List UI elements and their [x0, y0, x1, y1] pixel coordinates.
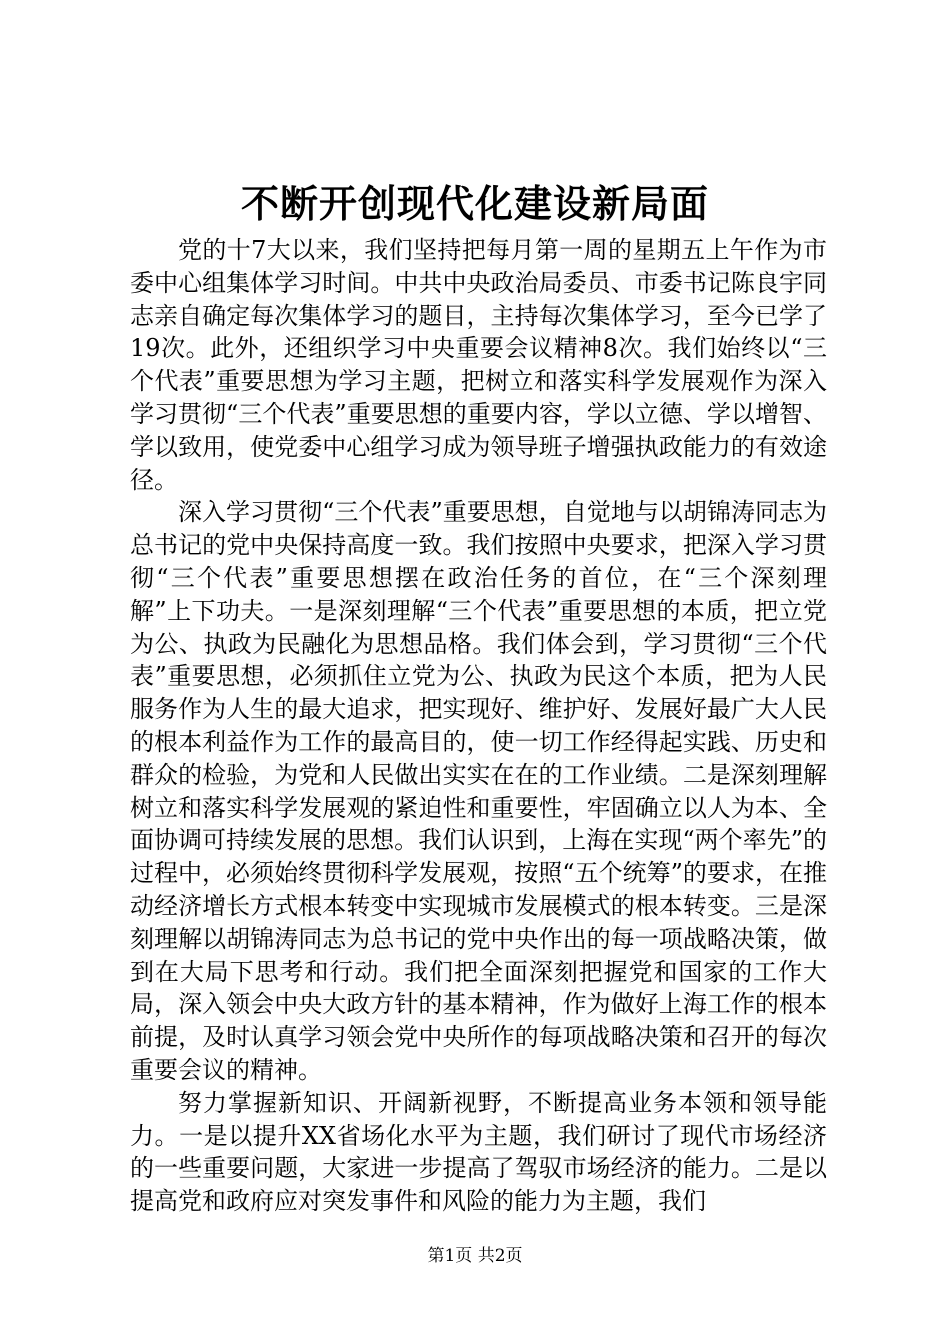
paragraph-2: 深入学习贯彻“三个代表”重要思想，自觉地与以胡锦涛同志为总书记的党中央保持高度一致。我们按照中央要求，把深入学习贯彻“三个代表”重要思想摆在政治任务的首位，在“三个深刻理解”上下功夫。一是深刻理解“三个代表”重要思想的本质，把立党为公、执政为民融化为思想品格。我们体会到，学习贯彻“三个代表”重要思想，必须抓住立党为公、执政为民这个本质，把为人民服务作为人生的最大追求，把实现好、维护好、发展好最广大人民的根本利益作为工作的最高目的，使一切工作经得起实践、历史和群众的检验，为党和人民做出实实在在的工作业绩。二是深刻理解树立和落实科学发展观的紧迫性和重要性，牢固确立以人为本、全面协调可持续发展的思想。我们认识到，上海在实现“两个率先”的过程中，必须始终贯彻科学发展观，按照“五个统筹”的要求，在推动经济增长方式根本转变中实现城市发展模式的根本转变。三是深刻理解以胡锦涛同志为总书记的党中央作出的每一项战略决策，做到在大局下思考和行动。我们把全面深刻把握党和国家的工作大局，深入领会中央大政方针的基本精神，作为做好上海工作的根本前提，及时认真学习领会党中央所作的每项战略决策和召开的每次重要会议的精神。 [130, 498, 827, 1084]
paragraph-1: 党的十7大以来，我们坚持把每月第一周的星期五上午作为市委中心组集体学习时间。中共中央政治局委员、市委书记陈良宇同志亲自确定每次集体学习的题目，主持每次集体学习，至今已学了19次。此外，还组织学习中央重要会议精神8次。我们始终以“三个代表”重要思想为学习主题，把树立和落实科学发展观作为深入学习贯彻“三个代表”重要思想的重要内容，学以立德、学以增智、学以致用，使党委中心组学习成为领导班子增强执政能力的有效途径。 [130, 236, 827, 494]
document-body [130, 234, 827, 1218]
document-title: 不断开创现代化建设新局面 [240, 181, 709, 226]
paragraph-3: 努力掌握新知识、开阔新视野，不断提高业务本领和领导能力。一是以提升XX省场化水平为主题，我们研讨了现代市场经济的一些重要问题，大家进一步提高了驾驭市场经济的能力。二是以提高党和政府应对突发事件和风险的能力为主题，我们 [130, 1088, 827, 1216]
page-number: 第1页 共2页 [427, 1246, 523, 1266]
